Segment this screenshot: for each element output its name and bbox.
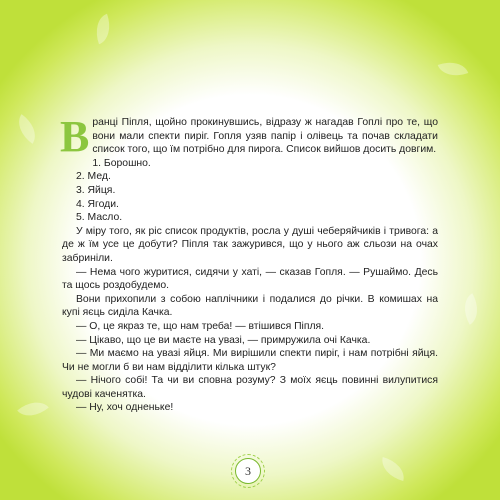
page-number-text: 3 — [245, 463, 251, 478]
list-item: 4. Ягоди. — [76, 198, 119, 210]
paragraph: — О, це якраз те, що нам треба! — втішився Піпля. — [76, 320, 325, 332]
list-item: 3. Яйця. — [76, 184, 116, 196]
list-item: 1. Борошно. — [92, 157, 151, 169]
paragraph: У міру того, як ріс список продуктів, росла у душі чеберяйчиків і тривога: а де ж їм усе це добути? Піпля так зажурився, що у нього аж сльози на очах забриніли. — [62, 225, 438, 264]
first-paragraph — [60, 112, 438, 161]
story-text — [60, 112, 438, 415]
paragraph: — Ну, хоч одненьке! — [76, 402, 174, 414]
paragraph: — Ми маємо на увазі яйця. Ми вирішили спекти пиріг, і нам потрібні яйця. Чи не могли б ви нам відділити кілька штук? — [62, 348, 438, 373]
list-item: 2. Мед. — [76, 171, 111, 183]
drop-cap: В — [60, 112, 90, 161]
paragraph: — Цікаво, що це ви маєте на увазі, — примружила очі Качка. — [76, 334, 371, 346]
list-item: 5. Масло. — [76, 212, 123, 224]
paragraph: — Нічого собі! Та чи ви сповна розуму? З моїх яєць повинні вилупитися чудові каченятка. — [62, 375, 438, 400]
page-number — [235, 458, 261, 484]
first-paragraph-text: ранці Піпля, щойно прокинувшись, відразу ж нагадав Гоплі про те, що вони мали спекти пиріг. Гопля узяв папір і олівець та почав складати список того, що їм потрібно для пирога. Список вийшов досить довгим. — [92, 117, 438, 156]
paragraph: Вони прихопили з собою наплічники і подалися до річки. В комишах на купі яєць сиділа Качка. — [62, 293, 438, 319]
paragraph: — Нема чого журитися, сидячи у хаті, — сказав Гопля. — Рушаймо. Десь та щось роздобудемо. — [62, 266, 438, 292]
